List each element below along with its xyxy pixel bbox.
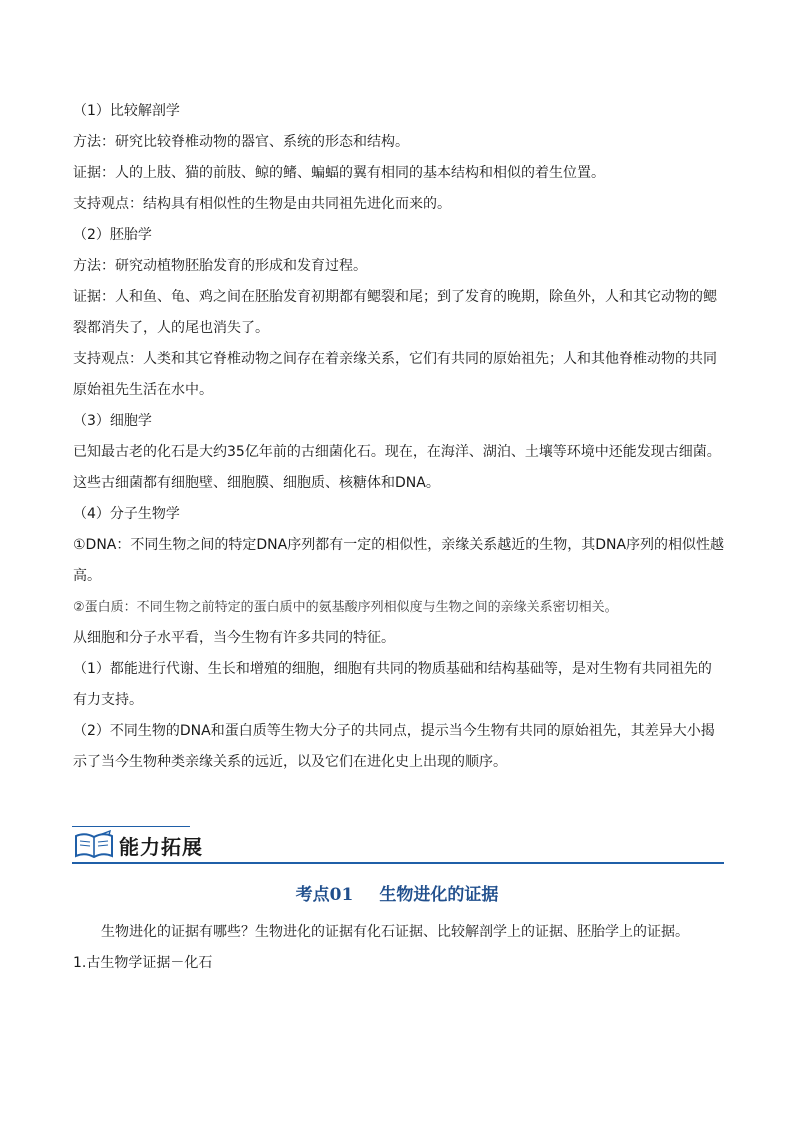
section-banner	[72, 822, 724, 864]
banner-top-rule	[72, 826, 190, 827]
heading-cytology: （3）细胞学	[73, 413, 152, 429]
cellular-molecular-summary: 从细胞和分子水平看，当今生物有许多共同的特征。	[73, 630, 395, 646]
anatomy-viewpoint: 支持观点：结构具有相似性的生物是由共同祖先进化而来的。	[73, 196, 451, 212]
heading-embryology: （2）胚胎学	[73, 227, 152, 243]
heading-molecular-biology: （4）分子生物学	[73, 506, 180, 522]
topic-number: 考点01	[295, 885, 354, 905]
topic-title: 生物进化的证据	[379, 885, 499, 905]
open-book-icon	[74, 830, 114, 860]
embryology-method: 方法：研究动植物胚胎发育的形成和发育过程。	[73, 258, 367, 274]
fossil-subheading: 1.古生物学证据－化石	[73, 955, 213, 971]
topic-body	[73, 917, 725, 979]
topic-heading	[0, 880, 794, 905]
summary-point-1: （1）都能进行代谢、生长和增殖的细胞，细胞有共同的物质基础和结构基础等，是对生物有共同祖先的有力支持。	[73, 661, 712, 708]
anatomy-evidence: 证据：人的上肢、猫的前肢、鲸的鳍、蝙蝠的翼有相同的基本结构和相似的着生位置。	[73, 165, 605, 181]
heading-comparative-anatomy: （1）比较解剖学	[73, 103, 180, 119]
anatomy-method: 方法：研究比较脊椎动物的器官、系统的形态和结构。	[73, 134, 409, 150]
embryology-evidence: 证据：人和鱼、龟、鸡之间在胚胎发育初期都有鳃裂和尾；到了发育的晚期，除鱼外，人和其它动物的鳃裂都消失了，人的尾也消失了。	[73, 289, 717, 336]
summary-point-2: （2）不同生物的DNA和蛋白质等生物大分子的共同点，提示当今生物有共同的原始祖先，其差异大小揭示了当今生物种类亲缘关系的远近，以及它们在进化史上出现的顺序。	[73, 723, 715, 770]
banner-title: 能力拓展	[119, 835, 203, 859]
dna-evidence: ①DNA：不同生物之间的特定DNA序列都有一定的相似性，亲缘关系越近的生物，其DNA序列的相似性越高。	[73, 537, 725, 584]
cytology-text: 已知最古老的化石是大约35亿年前的古细菌化石。现在，在海洋、湖泊、土壤等环境中还能发现古细菌。这些古细菌都有细胞壁、细胞膜、细胞质、核糖体和DNA。	[73, 444, 721, 491]
banner-bottom-rule	[72, 862, 724, 864]
embryology-viewpoint: 支持观点：人类和其它脊椎动物之间存在着亲缘关系，它们有共同的原始祖先；人和其他脊椎动物的共同原始祖先生活在水中。	[73, 351, 717, 398]
protein-evidence: ②蛋白质：不同生物之前特定的蛋白质中的氨基酸序列相似度与生物之间的亲缘关系密切相关。	[73, 600, 618, 615]
main-text-block	[73, 96, 725, 778]
topic-intro: 生物进化的证据有哪些？生物进化的证据有化石证据、比较解剖学上的证据、胚胎学上的证据。	[101, 924, 689, 940]
